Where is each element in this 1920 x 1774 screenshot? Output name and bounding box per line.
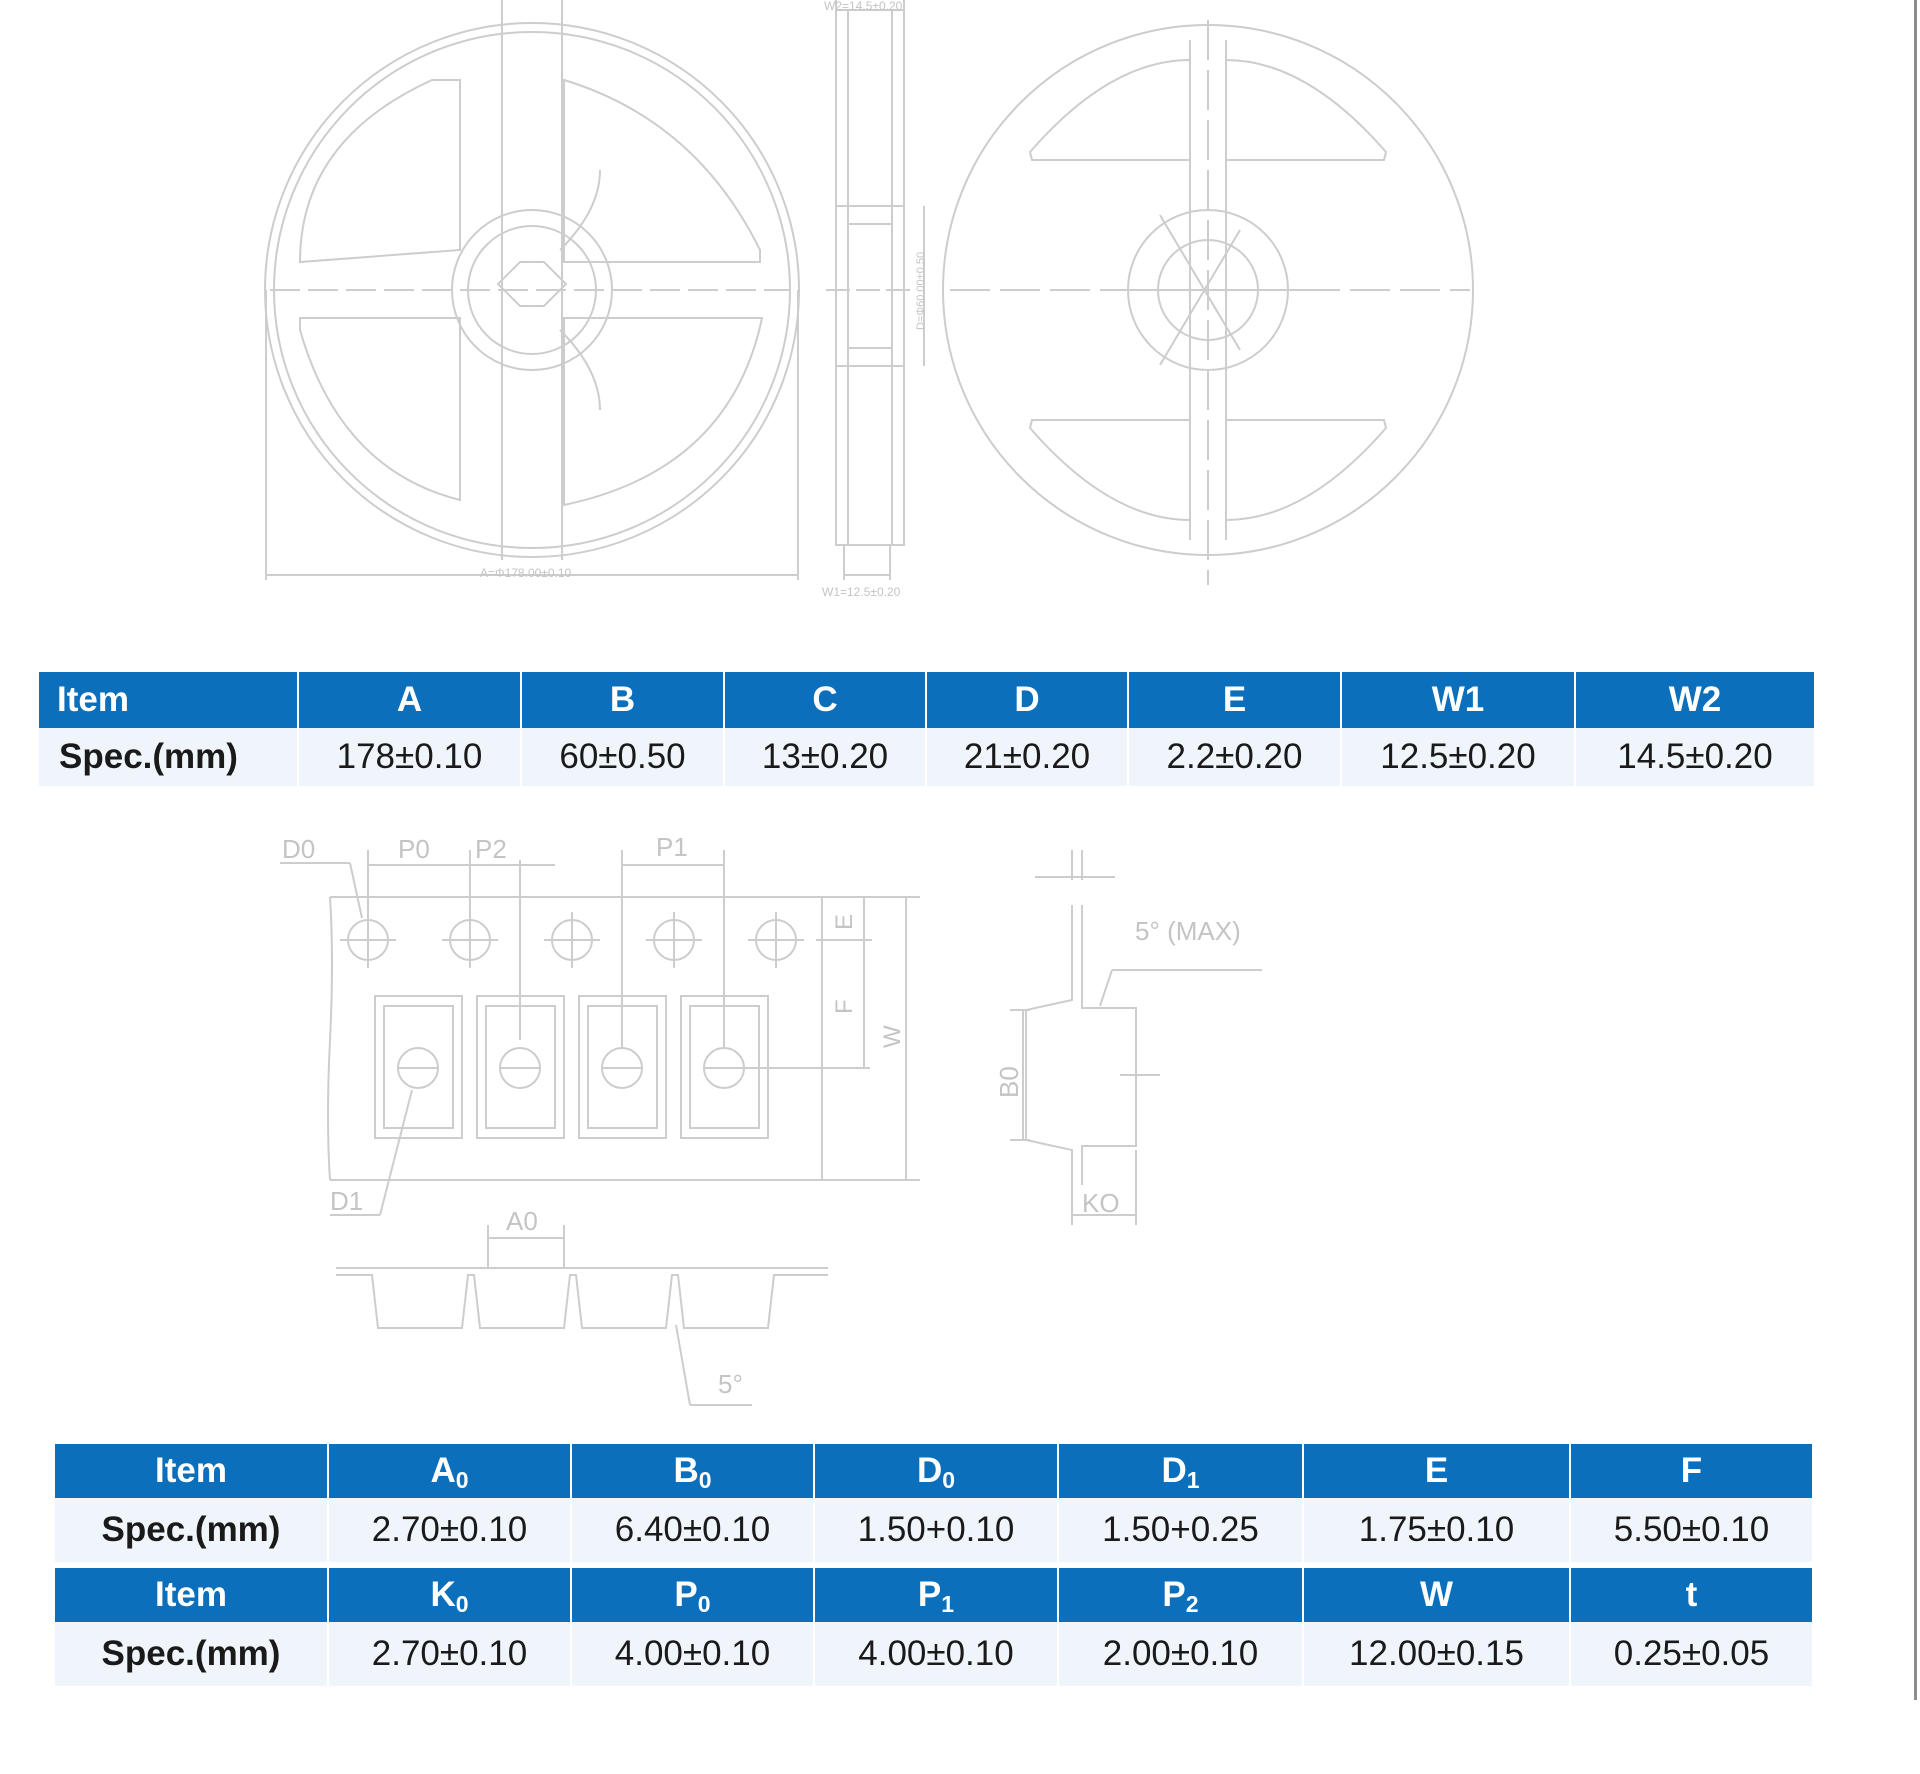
tape-label-d0: D0	[282, 834, 316, 864]
value-e: 2.2±0.20	[1128, 728, 1341, 786]
value-k0: 2.70±0.10	[328, 1622, 571, 1686]
column-header-b0	[571, 1444, 814, 1498]
symbol-base: P	[674, 1575, 698, 1614]
column-header-a0	[328, 1444, 571, 1498]
value-b0: 6.40±0.10	[571, 1498, 814, 1562]
value-w2: 14.5±0.20	[1575, 728, 1814, 786]
spec-label: Spec.(mm)	[39, 728, 298, 786]
tape-spec-table	[55, 1444, 1812, 1686]
symbol-base: K	[430, 1575, 456, 1614]
pocket-side-view	[1010, 850, 1262, 1225]
value-e: 1.75±0.10	[1303, 1498, 1570, 1562]
tape-table-value-row-1	[55, 1498, 1812, 1562]
symbol-base: F	[1680, 1451, 1703, 1490]
value-p1: 4.00±0.10	[814, 1622, 1058, 1686]
tape-label-f: F	[831, 999, 858, 1014]
tape-label-k0: KO	[1082, 1188, 1120, 1218]
symbol-subscript: 0	[942, 1467, 956, 1493]
value-c: 13±0.20	[724, 728, 926, 786]
item-header: Item	[55, 1444, 328, 1498]
carrier-tape-section-view	[336, 1225, 828, 1405]
tape-table-header-row-2	[55, 1568, 1812, 1622]
symbol-base: P	[917, 1575, 942, 1614]
symbol-subscript: 0	[697, 1591, 711, 1617]
value-d1: 1.50+0.25	[1058, 1498, 1303, 1562]
tape-label-a0: A0	[506, 1206, 538, 1236]
value-w1: 12.5±0.20	[1341, 728, 1575, 786]
reel-dim-a-label: A=Φ178.00±0.10	[480, 566, 572, 580]
tape-label-p2: P2	[475, 834, 507, 864]
value-p0: 4.00±0.10	[571, 1622, 814, 1686]
column-header-p0	[571, 1568, 814, 1622]
symbol-base: P	[1162, 1575, 1186, 1614]
symbol-subscript: 0	[698, 1467, 712, 1493]
symbol-base: B	[673, 1451, 699, 1490]
value-d: 21±0.20	[926, 728, 1128, 786]
tape-label-d1: D1	[330, 1186, 364, 1216]
reel-front-view-right	[943, 20, 1473, 585]
reel-side-view	[826, 0, 924, 580]
item-header: Item	[55, 1568, 328, 1622]
symbol-base: E	[1424, 1451, 1449, 1490]
column-header-d1	[1058, 1444, 1303, 1498]
column-header-f	[1570, 1444, 1812, 1498]
page-edge-line	[1914, 0, 1917, 1700]
column-header-w1: W1	[1341, 672, 1575, 728]
tape-label-p1: P1	[656, 832, 688, 862]
value-t: 0.25±0.05	[1570, 1622, 1812, 1686]
column-header-w2: W2	[1575, 672, 1814, 728]
column-header-d0	[814, 1444, 1058, 1498]
reel-dim-w2-label: W2=14.5±0.20	[824, 0, 903, 13]
reel-table-header-row	[39, 672, 1814, 728]
column-header-k0	[328, 1568, 571, 1622]
symbol-subscript: 0	[455, 1591, 469, 1617]
tape-label-w: W	[879, 1025, 906, 1048]
symbol-subscript: 0	[455, 1467, 469, 1493]
column-header-e: E	[1128, 672, 1341, 728]
tape-table-value-row-2	[55, 1622, 1812, 1686]
reel-table-value-row	[39, 728, 1814, 786]
column-header-b: B	[521, 672, 724, 728]
column-header-a: A	[298, 672, 521, 728]
symbol-base: t	[1685, 1575, 1698, 1614]
symbol-base: D	[1161, 1451, 1187, 1490]
value-p2: 2.00±0.10	[1058, 1622, 1303, 1686]
column-header-t	[1570, 1568, 1812, 1622]
symbol-subscript: 2	[1185, 1591, 1199, 1617]
value-a0: 2.70±0.10	[328, 1498, 571, 1562]
value-d0: 1.50+0.10	[814, 1498, 1058, 1562]
reel-front-view-left	[265, 0, 799, 580]
tape-label-b0: B0	[994, 1066, 1024, 1098]
spec-label: Spec.(mm)	[55, 1498, 328, 1562]
tape-label-max-angle: 5° (MAX)	[1135, 916, 1241, 946]
symbol-base: A	[430, 1451, 456, 1490]
tape-table-header-row-1	[55, 1444, 1812, 1498]
symbol-base: D	[916, 1451, 943, 1490]
item-header: Item	[39, 672, 298, 728]
symbol-subscript: 1	[1186, 1467, 1200, 1493]
value-b: 60±0.50	[521, 728, 724, 786]
reel-dim-d-label: D=Φ60.00±0.50	[915, 251, 927, 330]
tape-label-e: E	[831, 913, 858, 930]
tape-label-p0: P0	[398, 834, 430, 864]
tape-label-draft-angle: 5°	[718, 1369, 743, 1399]
column-header-p1	[814, 1568, 1058, 1622]
symbol-base: W	[1419, 1575, 1454, 1614]
value-f: 5.50±0.10	[1570, 1498, 1812, 1562]
column-header-p2	[1058, 1568, 1303, 1622]
value-a: 178±0.10	[298, 728, 521, 786]
column-header-e	[1303, 1444, 1570, 1498]
symbol-subscript: 1	[941, 1591, 955, 1617]
reel-dim-w1-label: W1=12.5±0.20	[822, 585, 901, 599]
value-w: 12.00±0.15	[1303, 1622, 1570, 1686]
column-header-d: D	[926, 672, 1128, 728]
column-header-c: C	[724, 672, 926, 728]
spec-label: Spec.(mm)	[55, 1622, 328, 1686]
column-header-w	[1303, 1568, 1570, 1622]
reel-spec-table	[39, 672, 1814, 786]
carrier-tape-top-view	[280, 850, 920, 1215]
